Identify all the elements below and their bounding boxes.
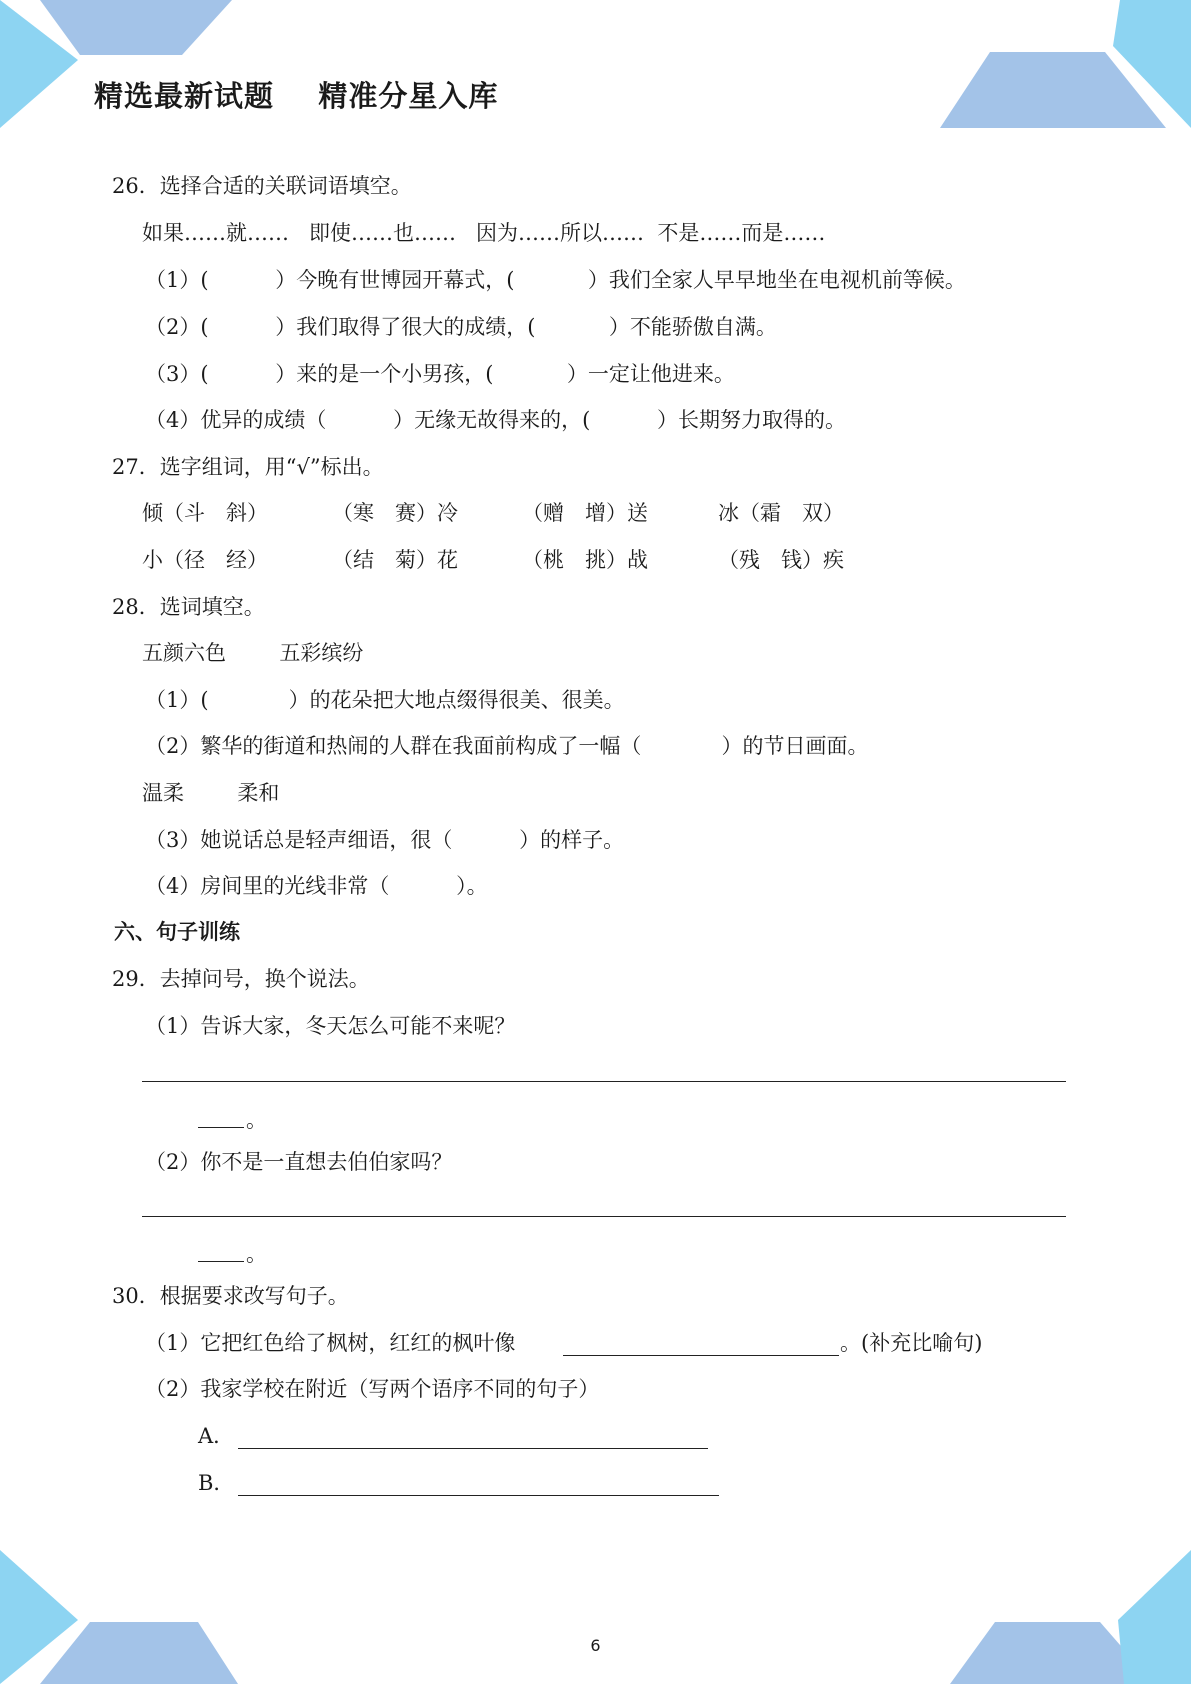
decor-top-left-trapezoid	[40, 0, 232, 55]
q29-answer-line-1-end[interactable]	[198, 1127, 244, 1128]
q30-item-1-blank[interactable]	[563, 1355, 839, 1356]
q30-item-1-prefix: （1）它把红色给了枫树，红红的枫叶像	[145, 1331, 516, 1355]
q29-item-2: （2）你不是一直想去伯伯家吗？	[145, 1150, 453, 1174]
q29-item-1: （1）告诉大家，冬天怎么可能不来呢？	[145, 1014, 516, 1038]
q30-item-2: （2）我家学校在附近（写两个语序不同的句子）	[145, 1377, 600, 1401]
q26-item-2: （2）( ）我们取得了很大的成绩，( ）不能骄傲自满。	[145, 315, 777, 339]
q30-option-b-blank[interactable]	[238, 1495, 719, 1496]
q30-item-1-suffix: 。(补充比喻句)	[840, 1331, 983, 1355]
q29-answer-line-2[interactable]	[142, 1216, 1066, 1217]
q27-option: （赠 增）送	[522, 501, 648, 525]
q29-answer-line-1[interactable]	[142, 1081, 1066, 1082]
q28-stem: 28．选词填空。	[112, 595, 265, 619]
decor-bottom-right-triangle	[1118, 1550, 1191, 1684]
q27-option: （结 菊）花	[332, 548, 458, 572]
q28-item-3: （3）她说话总是轻声细语，很（ ）的样子。	[145, 828, 625, 852]
q27-stem: 27．选字组词，用“√”标出。	[112, 455, 384, 479]
q28-word-group-2: 温柔 柔和	[142, 781, 280, 805]
q28-item-2: （2）繁华的街道和热闹的人群在我面前构成了一幅（ ）的节日画面。	[145, 734, 869, 758]
q28-word-group-1: 五颜六色 五彩缤纷	[142, 641, 364, 665]
q29-end-mark: 。	[246, 1242, 267, 1266]
header-title: 精选最新试题 精准分星入库	[94, 79, 499, 113]
q26-stem: 26．选择合适的关联词语填空。	[112, 174, 412, 198]
q27-option: 小（径 经）	[142, 548, 268, 572]
q28-item-1: （1）( ）的花朵把大地点缀得很美、很美。	[145, 688, 625, 712]
q27-option: （残 钱）疾	[718, 548, 844, 572]
q29-stem: 29．去掉问号，换个说法。	[112, 967, 370, 991]
q27-option: 倾（斗 斜）	[142, 501, 268, 525]
q27-option: （桃 挑）战	[522, 548, 648, 572]
section-title: 六、句子训练	[114, 920, 240, 944]
q26-item-3: （3）( ）来的是一个小男孩，( ）一定让他进来。	[145, 362, 735, 386]
q28-item-4: （4）房间里的光线非常（ ）。	[145, 874, 488, 898]
q30-stem: 30．根据要求改写句子。	[112, 1284, 349, 1308]
q30-option-b-label: B．	[198, 1471, 235, 1495]
q27-option: 冰（霜 双）	[718, 501, 844, 525]
q29-answer-line-2-end[interactable]	[198, 1261, 244, 1262]
q30-option-a-label: A．	[198, 1424, 235, 1448]
q27-option: （寒 赛）冷	[332, 501, 458, 525]
q26-item-4: （4）优异的成绩（ ）无缘无故得来的，( ）长期努力取得的。	[145, 408, 847, 432]
q30-option-a-blank[interactable]	[238, 1448, 708, 1449]
q29-end-mark: 。	[246, 1108, 267, 1132]
q26-options: 如果……就…… 即使……也…… 因为……所以…… 不是……而是……	[142, 221, 826, 245]
page-number: 6	[590, 1636, 601, 1655]
q26-item-1: （1）( ）今晚有世博园开幕式，( ）我们全家人早早地坐在电视机前等候。	[145, 268, 966, 292]
